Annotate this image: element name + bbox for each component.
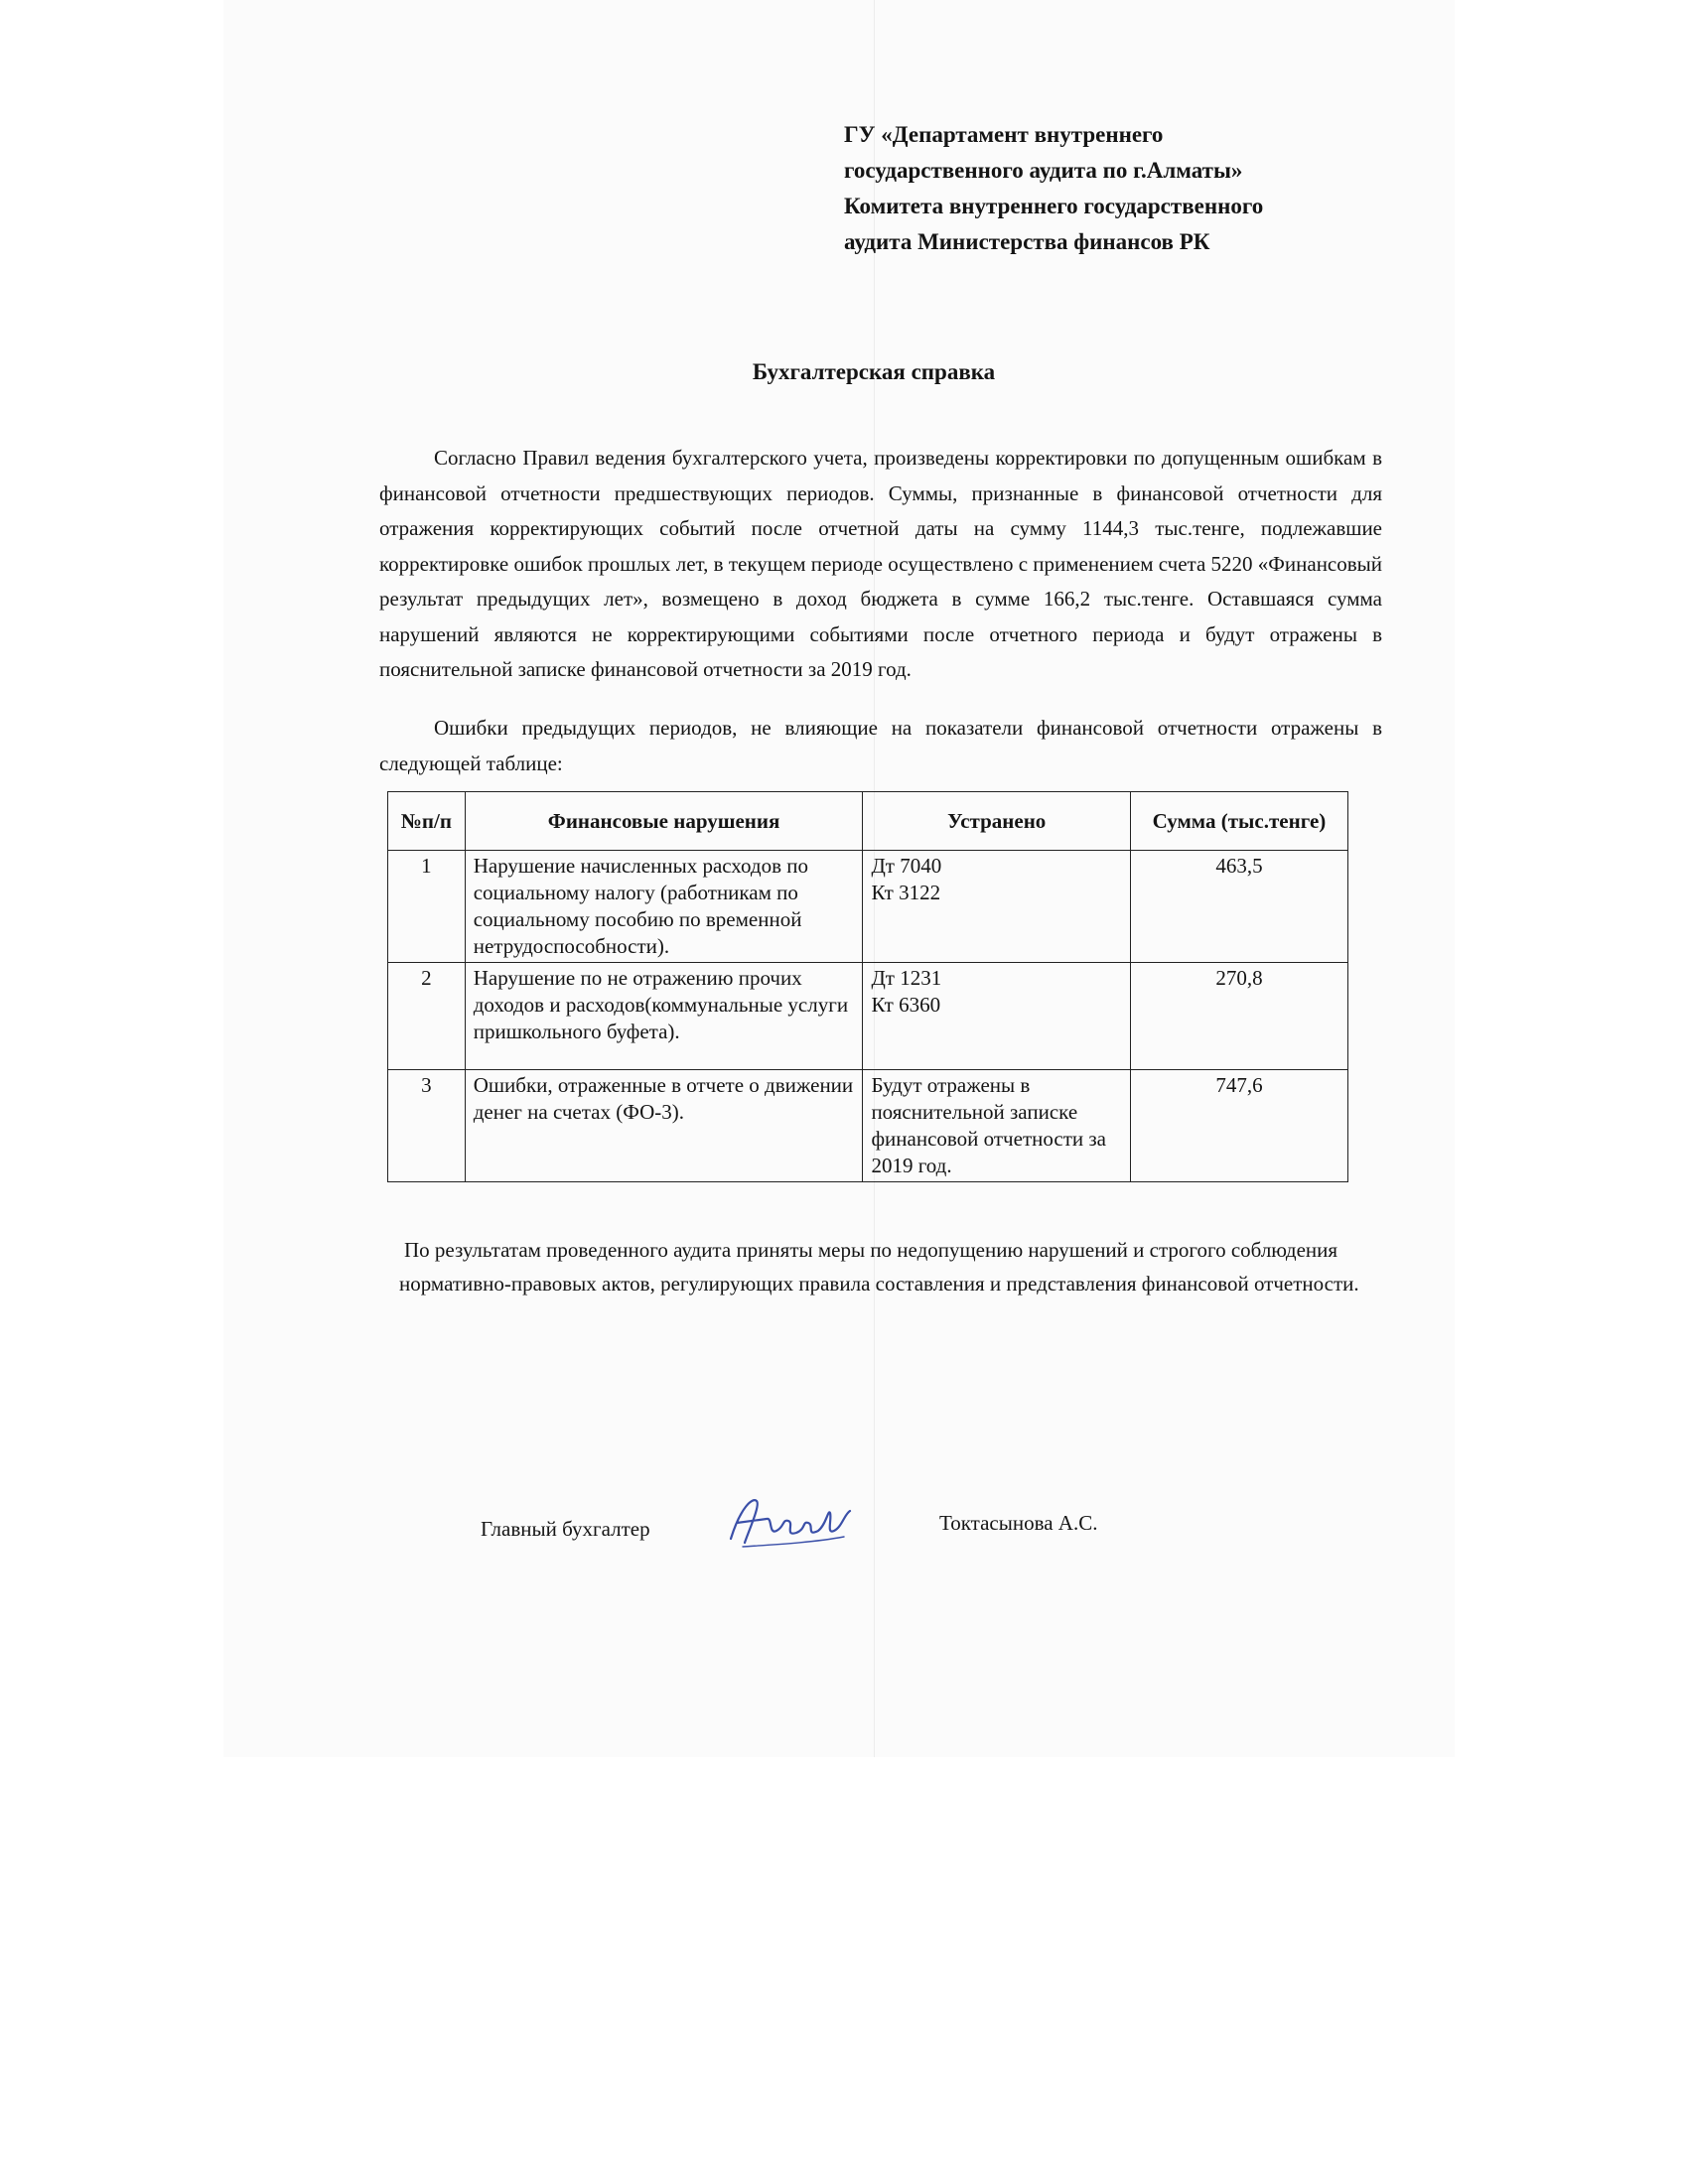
violations-table xyxy=(387,791,1348,1182)
cell-fixed xyxy=(863,851,1131,963)
table-row xyxy=(388,851,1348,963)
handwritten-signature xyxy=(723,1487,862,1557)
addressee-line: ГУ «Департамент внутреннего xyxy=(844,122,1164,147)
header-violation: Финансовые нарушения xyxy=(465,792,863,851)
addressee-line: Комитета внутреннего государственного xyxy=(844,194,1264,218)
cell-fixed xyxy=(863,963,1131,1070)
body-paragraph-2: Ошибки предыдущих периодов, не влияющие на показатели финансовой отчетности отражены в следующей таблице: xyxy=(379,716,1382,775)
cell-fixed xyxy=(863,1070,1131,1182)
header-amount: Сумма (тыс.тенге) xyxy=(1130,792,1347,851)
addressee-line: государственного аудита по г.Алматы» xyxy=(844,158,1243,183)
fixed-line: Дт 7040 xyxy=(871,854,942,878)
cell-violation: Нарушение по не отражению прочих доходов и расходов(коммунальные услуги пришкольного буфета). xyxy=(465,963,863,1070)
fixed-line: Кт 3122 xyxy=(871,881,941,904)
cell-num: 2 xyxy=(388,963,466,1070)
body-paragraph-1: Согласно Правил ведения бухгалтерского учета, произведены корректировки по допущенным ошибкам в финансовой отчетности предшествующих периодов. Суммы, признанные в финансовой отчетности для отражения корректирующих событий после отчетной даты на сумму 1144,3 тыс.тенге, подлежавшие корректировке ошибок прошлых лет, в текущем периоде осуществлено с применением счета 5220 «Финансовый результат предыдущих лет», возмещено в доход бюджета в сумме 166,2 тыс.тенге. Оставшаяся сумма нарушений являются не корректирующими событиями после отчетного периода и будут отражены в пояснительной записке финансовой отчетности за 2019 год. xyxy=(379,446,1383,681)
document-title: Бухгалтерская справка xyxy=(752,359,996,384)
fixed-line: Кт 6360 xyxy=(871,993,941,1017)
table-header-row xyxy=(388,792,1348,851)
signatory-role: Главный бухгалтер xyxy=(481,1517,650,1541)
fixed-line: Будут отражены в пояснительной записке финансовой отчетности за 2019 год. xyxy=(871,1073,1106,1177)
cell-num: 3 xyxy=(388,1070,466,1182)
cell-amount: 463,5 xyxy=(1130,851,1347,963)
cell-violation: Нарушение начисленных расходов по социальному налогу (работникам по социальному пособию по временной нетрудоспособности). xyxy=(465,851,863,963)
header-fixed: Устранено xyxy=(863,792,1131,851)
cell-amount: 747,6 xyxy=(1130,1070,1347,1182)
addressee-line: аудита Министерства финансов РК xyxy=(844,229,1210,254)
header-num: №п/п xyxy=(388,792,466,851)
signatory-name: Токтасынова А.С. xyxy=(939,1511,1098,1535)
addressee-block xyxy=(844,117,1400,260)
cell-amount: 270,8 xyxy=(1130,963,1347,1070)
closing-paragraph: По результатам проведенного аудита приняты меры по недопущению нарушений и строгого соблюдения нормативно-правовых актов, регулирующих правила составления и представления финансовой отчетности. xyxy=(399,1238,1359,1296)
fixed-line: Дт 1231 xyxy=(871,966,942,990)
table-row xyxy=(388,1070,1348,1182)
cell-num: 1 xyxy=(388,851,466,963)
table-row xyxy=(388,963,1348,1070)
cell-violation: Ошибки, отраженные в отчете о движении денег на счетах (ФО-3). xyxy=(465,1070,863,1182)
